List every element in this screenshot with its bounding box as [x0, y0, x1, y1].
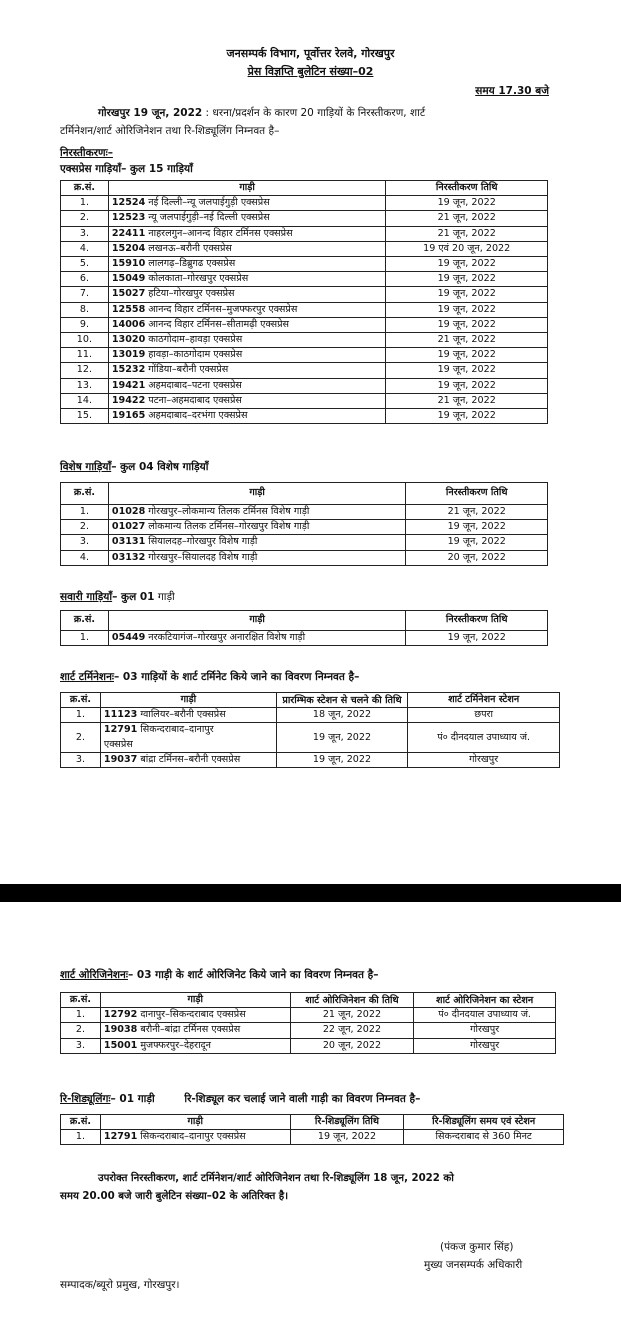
- row-train: [108, 348, 386, 363]
- department-title: जनसम्पर्क विभाग, पूर्वोत्तर रेलवे, गोरखपुर: [226, 47, 395, 60]
- train-name: काठगोदाम–हावड़ा एक्सप्रेस: [148, 334, 243, 346]
- row-date: 19 एवं 20 जून, 2022: [386, 241, 548, 256]
- train-number: 15049: [111, 273, 146, 285]
- col-sn: क्र.सं.: [61, 993, 101, 1008]
- row-date: 19 जून, 2022: [386, 272, 548, 287]
- resched-heading-label: रि-शिड्यूलिंगः: [60, 1093, 111, 1105]
- train-number: 22411: [111, 227, 146, 239]
- row-sn: 1.: [61, 631, 109, 646]
- train-name: अहमदाबाद–पटना एक्सप्रेस: [148, 379, 242, 391]
- table-header-row: [61, 993, 556, 1008]
- closing-line-2: समय 20.00 बजे जारी बुलेटिन संख्या–02 के अतिरिक्त है।: [60, 1191, 289, 1202]
- passenger-heading-label: सवारी गाड़ियाँ: [60, 591, 113, 603]
- train-number: 15001: [103, 1039, 138, 1051]
- row-sn: 13.: [61, 378, 109, 393]
- train-name: आनन्द विहार टर्मिनस–मुजफ्फरपुर एक्सप्रेस: [148, 303, 298, 315]
- short-orig-heading-rest: – 03 गाड़ी के शार्ट ओरिजिनेट किये जाने का विवरण निम्नवत है–: [128, 969, 379, 981]
- footer-addressee: सम्पादक/ब्यूरो प्रमुख, गोरखपुर।: [60, 1279, 180, 1291]
- train-name: दानापुर–सिकन्दराबाद एक्सप्रेस: [140, 1009, 246, 1021]
- col-resched-station: रि-शिड्यूलिंग समय एवं स्टेशन: [404, 1115, 564, 1130]
- train-number: 13020: [111, 334, 146, 346]
- row-date: 19 जून, 2022: [386, 302, 548, 317]
- table-row: [61, 708, 560, 723]
- train-number: 19422: [111, 394, 146, 406]
- row-date: 19 जून, 2022: [386, 348, 548, 363]
- row-sn: 1.: [61, 505, 109, 520]
- train-name: लालगढ़–डिब्रुगढ एक्सप्रेस: [148, 258, 236, 270]
- table-row: [61, 272, 548, 287]
- col-sn: क्र.सं.: [61, 483, 109, 505]
- short-orig-heading-label: शार्ट ओरिजिनेशनः: [60, 969, 128, 981]
- col-train: गाड़ी: [100, 693, 276, 708]
- row-sn: 2.: [61, 520, 109, 535]
- passenger-heading-rest: – कुल 01: [112, 591, 155, 603]
- row-train: [108, 535, 405, 550]
- row-date: 19 जून, 2022: [386, 317, 548, 332]
- row-sn: 14.: [61, 393, 109, 408]
- release-time: समय 17.30 बजे: [475, 85, 549, 97]
- row-train: [108, 241, 386, 256]
- row-train: [108, 520, 405, 535]
- row-sn: 3.: [61, 535, 109, 550]
- col-sn: क्र.सं.: [61, 1115, 101, 1130]
- short-termination-table: [60, 692, 560, 768]
- intro-text-1: : धरना/प्रदर्शन के कारण 20 गाड़ियों के निरस्तीकरण, शार्ट: [205, 107, 426, 119]
- train-number: 19165: [111, 410, 146, 422]
- col-start-date: प्रारम्भिक स्टेशन से चलने की तिथि: [276, 693, 408, 708]
- cancellation-heading: निरस्तीकरणः–: [60, 147, 113, 159]
- passenger-heading-tail: गाड़ी: [157, 591, 175, 603]
- train-number: 15232: [111, 364, 146, 376]
- row-station: छपरा: [408, 708, 560, 723]
- train-name: गोरखपुर–सियालदह विशेष गाड़ी: [148, 551, 258, 563]
- row-train: [108, 317, 386, 332]
- table-row: [61, 393, 548, 408]
- row-date: 21 जून, 2022: [386, 333, 548, 348]
- col-date: निरस्तीकरण तिथि: [406, 611, 548, 631]
- express-heading: एक्सप्रेस गाड़ियाँ– कुल 15 गाड़ियाँ: [60, 163, 193, 175]
- train-name: कोलकाता–गोरखपुर एक्सप्रेस: [148, 273, 249, 285]
- row-date: 19 जून, 2022: [290, 1130, 404, 1145]
- row-sn: 2.: [61, 1023, 101, 1038]
- train-name: बांद्रा टर्मिनस–बरौनी एक्सप्रेस: [140, 753, 241, 765]
- row-date: 22 जून, 2022: [290, 1023, 414, 1038]
- row-station: सिकन्दराबाद से 360 मिनट: [404, 1130, 564, 1145]
- row-train: [108, 550, 405, 565]
- row-date: 18 जून, 2022: [276, 708, 408, 723]
- row-date: 19 जून, 2022: [406, 520, 548, 535]
- short-term-heading-label: शार्ट टर्मिनेशनः: [60, 671, 115, 683]
- row-sn: 2.: [61, 723, 101, 752]
- train-name-cont: एक्सप्रेस: [103, 738, 133, 750]
- row-date: 20 जून, 2022: [406, 550, 548, 565]
- train-number: 01027: [111, 521, 146, 533]
- row-station: गोरखपुर: [414, 1038, 556, 1053]
- train-number: 19037: [103, 753, 138, 765]
- train-name: गोरखपुर–लोकमान्य तिलक टर्मिनस विशेष गाड़ी: [148, 506, 310, 517]
- row-train: [108, 196, 386, 211]
- table-row: [61, 1038, 556, 1053]
- train-name: गोंडिया–बरौनी एक्सप्रेस: [148, 364, 229, 376]
- train-number: 12792: [103, 1009, 138, 1021]
- special-heading-label: विशेष गाड़ियाँ: [60, 461, 112, 473]
- row-sn: 3.: [61, 1038, 101, 1053]
- row-train: [100, 1008, 290, 1023]
- row-train: [108, 409, 386, 424]
- row-train: [108, 363, 386, 378]
- passenger-cancel-table: [60, 610, 548, 646]
- table-row: [61, 1008, 556, 1023]
- col-station: शार्ट टर्मिनेशन स्टेशन: [408, 693, 560, 708]
- reschedule-table: [60, 1114, 564, 1145]
- train-name: मुजफ्फरपुर–देहरादून: [140, 1039, 211, 1051]
- row-sn: 8.: [61, 302, 109, 317]
- row-sn: 5.: [61, 257, 109, 272]
- train-number: 03132: [111, 551, 146, 563]
- col-train: गाड़ी: [100, 1115, 290, 1130]
- intro-line-1: [0, 104, 560, 122]
- row-station: गोरखपुर: [414, 1023, 556, 1038]
- row-station: पं० दीनदयाल उपाध्याय जं.: [408, 723, 560, 752]
- row-train: [100, 723, 276, 752]
- col-orig-station: शार्ट ओरिजिनेशन का स्टेशन: [414, 993, 556, 1008]
- row-sn: 7.: [61, 287, 109, 302]
- train-name: लखनऊ–बरौनी एक्सप्रेस: [148, 242, 232, 254]
- row-sn: 3.: [61, 226, 109, 241]
- closing-line-1: उपरोक्त निरस्तीकरण, शार्ट टर्मिनेशन/शार्ट ओरिजिनेशन तथा रि-शिड्यूलिंग 18 जून, 2022 को: [98, 1173, 454, 1184]
- row-train: [108, 287, 386, 302]
- train-number: 13019: [111, 349, 146, 361]
- train-number: 12524: [111, 197, 146, 209]
- short-termination-heading: [60, 670, 359, 684]
- table-row: [61, 363, 548, 378]
- train-name: सिकन्दराबाद–दानापुर एक्सप्रेस: [140, 1131, 246, 1143]
- row-train: [108, 333, 386, 348]
- signatory-name: (पंकज कुमार सिंह): [440, 1241, 514, 1253]
- row-station: गोरखपुर: [408, 752, 560, 767]
- resched-heading-rest: रि-शिड्यूल कर चलाई जाने वाली गाड़ी का विवरण निम्नवत है–: [184, 1093, 421, 1105]
- col-sn: क्र.सं.: [61, 693, 101, 708]
- short-origination-table: [60, 992, 556, 1054]
- table-row: [61, 317, 548, 332]
- row-date: 20 जून, 2022: [290, 1038, 414, 1053]
- col-date: निरस्तीकरण तिथि: [386, 181, 548, 196]
- train-name: लोकमान्य तिलक टर्मिनस–गोरखपुर विशेष गाड़ी: [148, 521, 310, 533]
- train-number: 19038: [103, 1024, 138, 1036]
- signatory-title: मुख्य जनसम्पर्क अधिकारी: [424, 1259, 523, 1271]
- place-date: गोरखपुर 19 जून, 2022: [98, 107, 203, 119]
- row-sn: 1.: [61, 708, 101, 723]
- row-date: 21 जून, 2022: [386, 211, 548, 226]
- table-row: [61, 378, 548, 393]
- train-name: सिकन्दराबाद–दानापुर: [140, 724, 214, 736]
- train-number: 15204: [111, 242, 146, 254]
- row-date: 21 जून, 2022: [386, 393, 548, 408]
- row-sn: 6.: [61, 272, 109, 287]
- table-row: [61, 196, 548, 211]
- row-date: 19 जून, 2022: [386, 409, 548, 424]
- short-term-heading-rest: – 03 गाड़ियों के शार्ट टर्मिनेट किये जाने का विवरण निम्नवत है–: [114, 671, 360, 683]
- table-row: [61, 333, 548, 348]
- row-train: [108, 631, 405, 646]
- intro-line-2: टर्मिनेशन/शार्ट ओरिजिनेशन तथा रि-शिड्यूलिंग निम्नवत है–: [60, 125, 280, 137]
- row-train: [108, 302, 386, 317]
- row-train: [108, 226, 386, 241]
- row-date: 19 जून, 2022: [386, 257, 548, 272]
- train-name: पटना–अहमदाबाद एक्सप्रेस: [148, 394, 242, 406]
- table-row: [61, 1130, 564, 1145]
- row-sn: 4.: [61, 550, 109, 565]
- table-row: [61, 520, 548, 535]
- col-date: निरस्तीकरण तिथि: [406, 483, 548, 505]
- row-date: 19 जून, 2022: [406, 535, 548, 550]
- row-train: [108, 393, 386, 408]
- table-row: [61, 211, 548, 226]
- special-cancel-table: [60, 482, 548, 566]
- row-sn: 12.: [61, 363, 109, 378]
- table-header-row: [61, 1115, 564, 1130]
- table-row: [61, 302, 548, 317]
- train-number: 05449: [111, 632, 146, 643]
- col-sn: क्र.सं.: [61, 611, 109, 631]
- train-name: न्यू जलपाईगुड़ी–नई दिल्ली एक्सप्रेस: [148, 212, 270, 224]
- row-sn: 15.: [61, 409, 109, 424]
- row-date: 21 जून, 2022: [406, 505, 548, 520]
- train-number: 19421: [111, 379, 146, 391]
- train-number: 12791: [103, 724, 138, 736]
- col-train: गाड़ी: [100, 993, 290, 1008]
- row-train: [108, 257, 386, 272]
- bulletin-title: प्रेस विज्ञप्ति बुलेटिन संख्या–02: [247, 65, 374, 78]
- table-row: [61, 631, 548, 646]
- express-cancel-table: [60, 180, 548, 424]
- row-sn: 4.: [61, 241, 109, 256]
- special-heading: [60, 460, 208, 474]
- table-row: [61, 535, 548, 550]
- table-row: [61, 723, 560, 752]
- train-name: नाहरलगुन–आनन्द विहार टर्मिनस एक्सप्रेस: [148, 227, 293, 239]
- table-header-row: [61, 181, 548, 196]
- train-number: 03131: [111, 536, 146, 548]
- row-date: 21 जून, 2022: [386, 226, 548, 241]
- train-number: 15910: [111, 258, 146, 270]
- col-sn: क्र.सं.: [61, 181, 109, 196]
- train-number: 12523: [111, 212, 146, 224]
- col-train: गाड़ी: [108, 611, 405, 631]
- row-sn: 9.: [61, 317, 109, 332]
- train-number: 12791: [103, 1131, 138, 1143]
- row-sn: 3.: [61, 752, 101, 767]
- table-row: [61, 505, 548, 520]
- special-heading-rest: – कुल 04 विशेष गाड़ियाँ: [111, 461, 209, 473]
- row-train: [100, 1130, 290, 1145]
- train-name: नई दिल्ली–न्यू जलपाईगुड़ी एक्सप्रेस: [148, 197, 270, 209]
- row-sn: 1.: [61, 1008, 101, 1023]
- table-row: [61, 287, 548, 302]
- row-date: 19 जून, 2022: [386, 378, 548, 393]
- short-origination-heading: [60, 968, 378, 982]
- train-number: 15027: [111, 288, 146, 300]
- train-name: आनन्द विहार टर्मिनस–सीतामढ़ी एक्सप्रेस: [148, 318, 290, 330]
- table-header-row: [61, 611, 548, 631]
- table-row: [61, 226, 548, 241]
- col-resched-date: रि-शिड्यूलिंग तिथि: [290, 1115, 404, 1130]
- row-train: [108, 378, 386, 393]
- train-name: अहमदाबाद–दरभंगा एक्सप्रेस: [148, 410, 248, 422]
- train-number: 14006: [111, 318, 146, 330]
- train-name: हावड़ा–काठगोदाम एक्सप्रेस: [148, 349, 243, 361]
- row-sn: 2.: [61, 211, 109, 226]
- train-number: 01028: [111, 506, 146, 517]
- row-station: पं० दीनदयाल उपाध्याय जं.: [414, 1008, 556, 1023]
- row-date: 19 जून, 2022: [406, 631, 548, 646]
- row-train: [100, 1038, 290, 1053]
- row-date: 21 जून, 2022: [290, 1008, 414, 1023]
- col-train: गाड़ी: [108, 181, 386, 196]
- train-name: नरकटियागंज–गोरखपुर अनारक्षित विशेष गाड़ी: [148, 632, 306, 643]
- row-date: 19 जून, 2022: [276, 723, 408, 752]
- row-date: 19 जून, 2022: [386, 196, 548, 211]
- train-number: 12558: [111, 303, 146, 315]
- train-name: सियालदह–गोरखपुर विशेष गाड़ी: [148, 536, 258, 548]
- col-orig-date: शार्ट ओरिजिनेशन की तिथि: [290, 993, 414, 1008]
- table-row: [61, 1023, 556, 1038]
- table-row: [61, 409, 548, 424]
- table-row: [61, 550, 548, 565]
- row-train: [100, 708, 276, 723]
- row-date: 19 जून, 2022: [386, 287, 548, 302]
- col-train: गाड़ी: [108, 483, 405, 505]
- row-date: 19 जून, 2022: [276, 752, 408, 767]
- row-train: [108, 505, 405, 520]
- reschedule-heading: [60, 1092, 560, 1106]
- row-sn: 10.: [61, 333, 109, 348]
- row-train: [108, 211, 386, 226]
- page-break-band: [0, 884, 621, 902]
- table-row: [61, 241, 548, 256]
- train-name: बरौनी–बांद्रा टर्मिनस एक्सप्रेस: [140, 1024, 241, 1036]
- table-row: [61, 257, 548, 272]
- resched-heading-mid: – 01 गाड़ी: [110, 1093, 155, 1105]
- table-row: [61, 752, 560, 767]
- row-train: [100, 1023, 290, 1038]
- row-sn: 11.: [61, 348, 109, 363]
- table-row: [61, 348, 548, 363]
- train-number: 11123: [103, 709, 138, 721]
- row-train: [100, 752, 276, 767]
- train-name: हटिया–गोरखपुर एक्सप्रेस: [148, 288, 235, 300]
- table-header-row: [61, 483, 548, 505]
- train-name: ग्वालियर–बरौनी एक्सप्रेस: [140, 709, 226, 721]
- row-date: 19 जून, 2022: [386, 363, 548, 378]
- row-sn: 1.: [61, 1130, 101, 1145]
- row-train: [108, 272, 386, 287]
- table-header-row: [61, 693, 560, 708]
- row-sn: 1.: [61, 196, 109, 211]
- passenger-heading: [60, 590, 175, 604]
